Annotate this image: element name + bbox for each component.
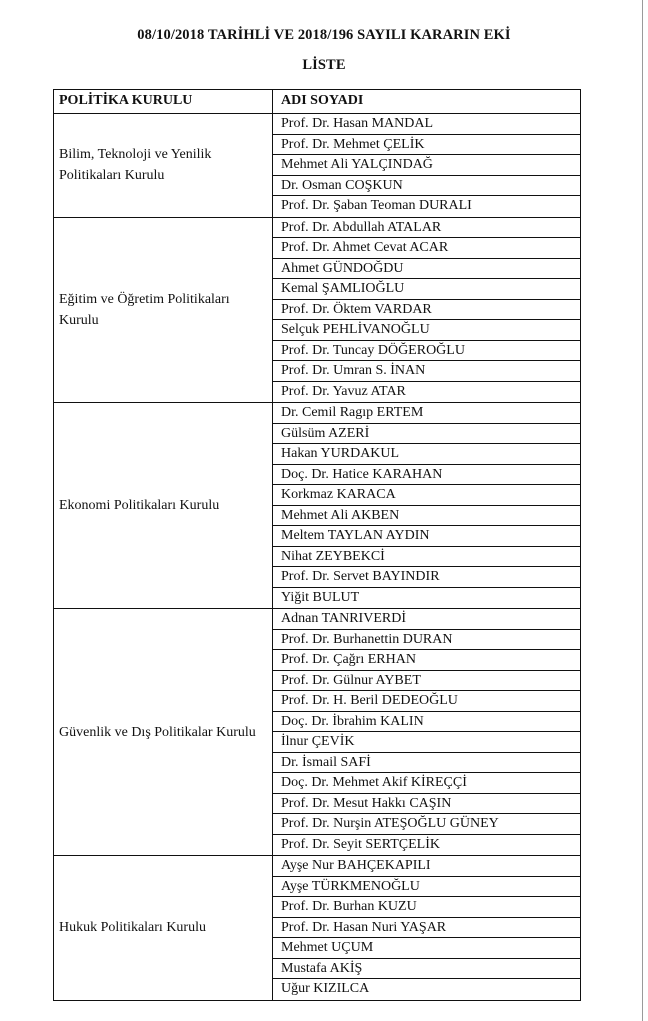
member-name: Prof. Dr. Şaban Teoman DURALI — [281, 198, 472, 213]
member-name: Nihat ZEYBEKCİ — [273, 547, 580, 568]
member-name: Dr. Osman COŞKUN — [273, 176, 580, 197]
council-name: Ekonomi Politikaları Kurulu — [54, 403, 273, 608]
member-name: Mehmet UÇUM — [273, 938, 580, 959]
member-name: Prof. Dr. Burhanettin DURAN — [273, 630, 580, 651]
member-name: Korkmaz KARACA — [273, 485, 580, 506]
table-header-row — [54, 90, 580, 114]
member-name: Mustafa AKİŞ — [273, 959, 580, 980]
member-name: Prof. Dr. Umran S. İNAN — [273, 361, 580, 382]
member-name: Prof. Dr. Gülnur AYBET — [273, 671, 580, 692]
member-list — [273, 114, 580, 217]
member-name: Doç. Dr. İbrahim KALIN — [273, 712, 580, 733]
member-name: Selçuk PEHLİVANOĞLU — [273, 320, 580, 341]
council-name: Güvenlik ve Dış Politikalar Kurulu — [54, 609, 273, 855]
member-name: Kemal ŞAMLIOĞLU — [273, 279, 580, 300]
council-group-row — [54, 856, 580, 1000]
member-name: Prof. Dr. Mesut Hakkı CAŞIN — [273, 794, 580, 815]
member-name: Hakan YURDAKUL — [273, 444, 580, 465]
council-group-row — [54, 609, 580, 856]
member-name: Dr. İsmail SAFİ — [273, 753, 580, 774]
member-name: Uğur KIZILCA — [281, 981, 370, 996]
council-name: Bilim, Teknoloji ve Yenilik Politikaları Kurulu — [54, 114, 273, 217]
member-name: Ayşe TÜRKMENOĞLU — [273, 877, 580, 898]
member-name: Prof. Dr. Öktem VARDAR — [273, 300, 580, 321]
member-name: Prof. Dr. Nurşin ATEŞOĞLU GÜNEY — [273, 814, 580, 835]
member-name: Prof. Dr. Çağrı ERHAN — [273, 650, 580, 671]
document-subtitle: LİSTE — [302, 57, 346, 73]
member-list — [273, 609, 580, 855]
member-name: Prof. Dr. Burhan KUZU — [273, 897, 580, 918]
member-name: Ahmet GÜNDOĞDU — [273, 259, 580, 280]
header-full-name: ADI SOYADI — [281, 93, 364, 108]
member-list — [273, 403, 580, 608]
member-name: Yiğit BULUT — [281, 589, 360, 605]
member-name: Prof. Dr. Hasan MANDAL — [273, 114, 580, 135]
member-name: Prof. Dr. Yavuz ATAR — [281, 383, 406, 399]
council-name: Hukuk Politikaları Kurulu — [54, 856, 273, 1000]
member-name: Mehmet Ali AKBEN — [273, 506, 580, 527]
member-list — [273, 856, 580, 1000]
member-list — [273, 218, 580, 403]
member-name: Prof. Dr. Ahmet Cevat ACAR — [273, 238, 580, 259]
council-name: Eğitim ve Öğretim Politikaları Kurulu — [54, 218, 273, 403]
header-policy-council: POLİTİKA KURULU — [54, 90, 273, 113]
member-name: Ayşe Nur BAHÇEKAPILI — [273, 856, 580, 877]
member-name: Prof. Dr. Hasan Nuri YAŞAR — [273, 918, 580, 939]
member-name: Dr. Cemil Ragıp ERTEM — [273, 403, 580, 424]
member-name: Prof. Dr. Mehmet ÇELİK — [273, 135, 580, 156]
council-group-row — [54, 114, 580, 218]
member-name: Prof. Dr. Servet BAYINDIR — [273, 567, 580, 588]
council-group-row — [54, 218, 580, 404]
member-name: Meltem TAYLAN AYDIN — [273, 526, 580, 547]
document-title: 08/10/2018 TARİHLİ VE 2018/196 SAYILI KARARIN EKİ — [137, 27, 511, 43]
member-name: Prof. Dr. H. Beril DEDEOĞLU — [273, 691, 580, 712]
member-name: Prof. Dr. Abdullah ATALAR — [273, 218, 580, 239]
member-name: Doç. Dr. Mehmet Akif KİREÇÇİ — [273, 773, 580, 794]
council-group-row — [54, 403, 580, 609]
page-edge-divider — [642, 0, 643, 1021]
member-name: Doç. Dr. Hatice KARAHAN — [273, 465, 580, 486]
member-name: Prof. Dr. Seyit SERTÇELİK — [281, 836, 440, 852]
council-member-table — [53, 89, 581, 1001]
member-name: Mehmet Ali YALÇINDAĞ — [273, 155, 580, 176]
table-body — [54, 114, 580, 1000]
member-name: Prof. Dr. Tuncay DÖĞEROĞLU — [273, 341, 580, 362]
member-name: Gülsüm AZERİ — [273, 424, 580, 445]
member-name: Adnan TANRIVERDİ — [273, 609, 580, 630]
member-name: İlnur ÇEVİK — [273, 732, 580, 753]
